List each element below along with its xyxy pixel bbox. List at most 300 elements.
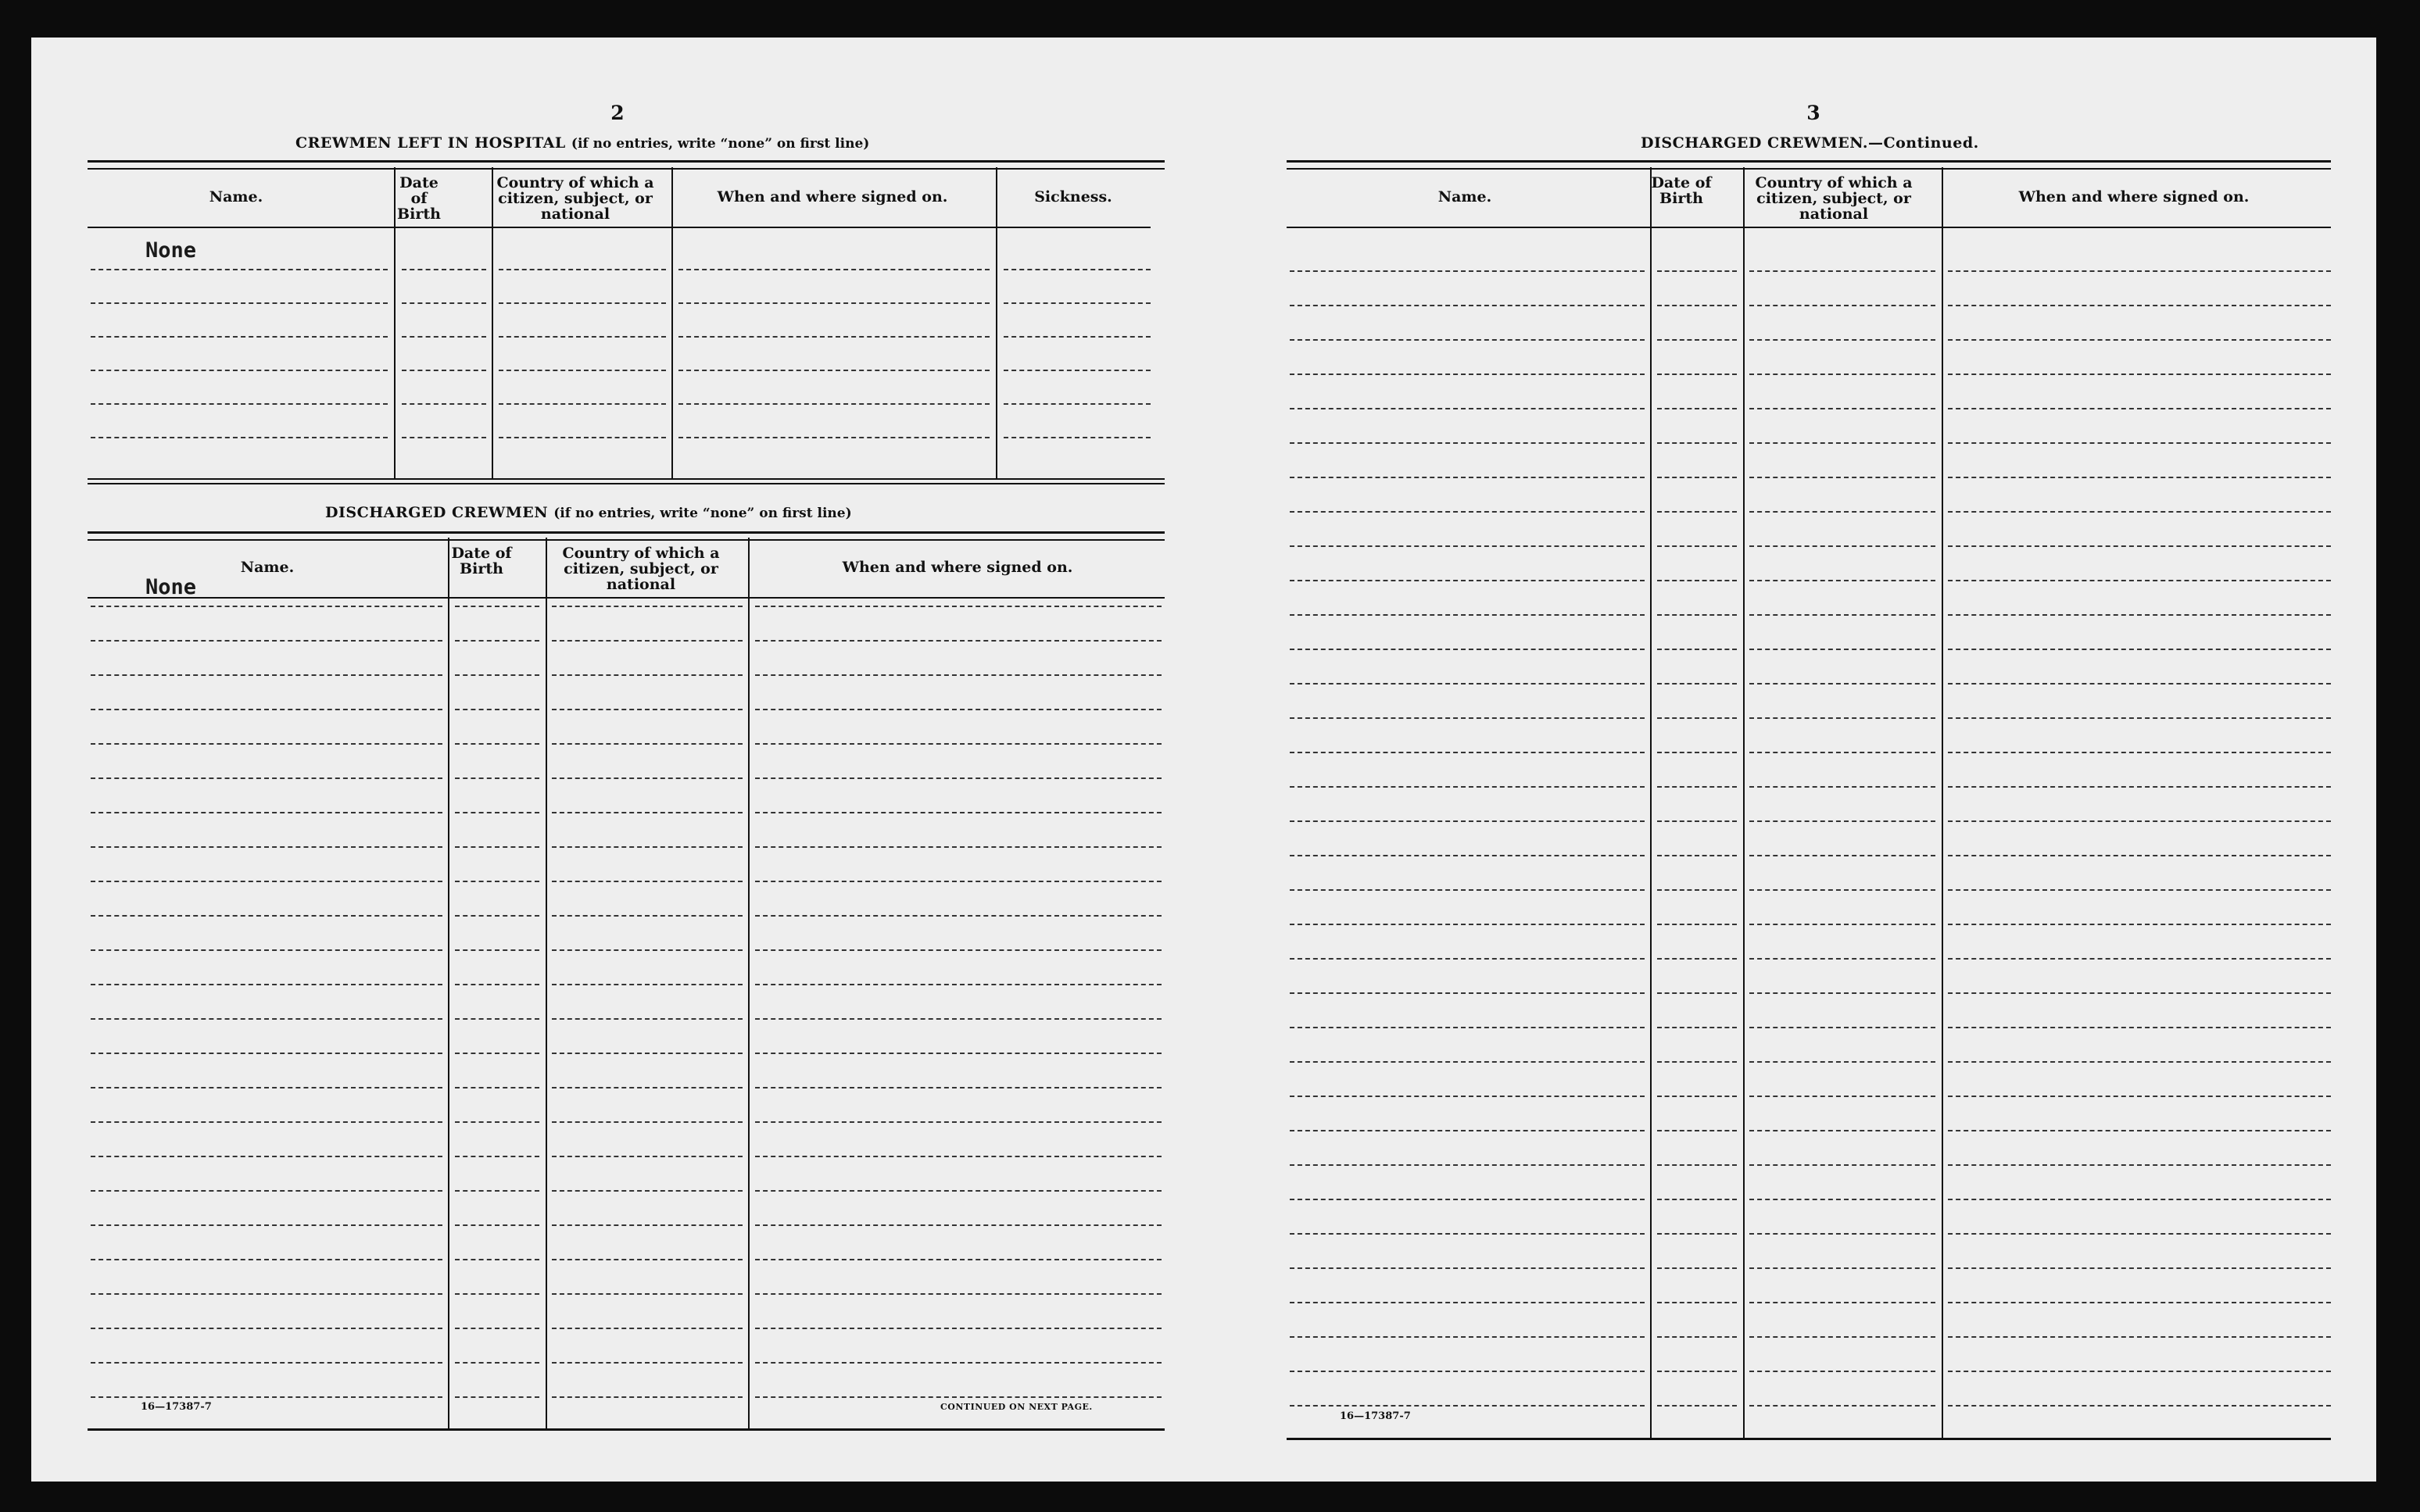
entry-line <box>91 1087 442 1088</box>
entry-line <box>1749 1130 1935 1131</box>
entry-line <box>402 403 486 405</box>
entry-line <box>91 1190 442 1192</box>
entry-line <box>1948 1164 2331 1166</box>
discharged-title-note: (if no entries, write “none” on first line) <box>553 506 852 521</box>
entry-line <box>1948 683 2331 685</box>
entry-line <box>1657 305 1737 306</box>
entry-line <box>1749 992 1935 994</box>
discharged-divider <box>748 538 750 1430</box>
entry-line <box>1948 649 2331 650</box>
entry-line <box>1657 339 1737 341</box>
entry-line <box>1657 889 1737 891</box>
entry-line <box>755 1156 1162 1157</box>
entry-line <box>91 915 442 917</box>
right-col-name: Name. <box>1437 188 1492 206</box>
entry-line <box>1749 1027 1935 1028</box>
entry-line <box>91 1362 442 1364</box>
entry-line <box>91 1121 442 1123</box>
entry-line <box>91 1293 442 1295</box>
entry-line <box>755 915 1162 917</box>
entry-line <box>1948 1233 2331 1235</box>
entry-line <box>455 1259 539 1260</box>
entry-line <box>455 984 539 985</box>
entry-line <box>552 1053 743 1054</box>
entry-line <box>552 1121 743 1123</box>
entry-line <box>552 674 743 676</box>
entry-line <box>455 1362 539 1364</box>
entry-line <box>91 984 442 985</box>
discharged-col-signed-on: When and where signed on. <box>842 559 1073 576</box>
right-col-signed-on: When and where signed on. <box>2018 188 2250 206</box>
entry-line <box>1948 339 2331 341</box>
entry-line <box>455 1224 539 1226</box>
entry-line <box>499 437 666 438</box>
right-page <box>1243 38 2376 1482</box>
entry-line <box>755 846 1162 848</box>
entry-line <box>1948 442 2331 444</box>
discharged-col-dob: Date of Birth <box>451 545 512 577</box>
hospital-col-dob: Date of Birth <box>397 174 441 223</box>
entry-line <box>1657 1199 1737 1200</box>
hospital-title-text: CREWMEN LEFT IN HOSPITAL <box>295 134 566 152</box>
entry-line <box>1657 1405 1737 1407</box>
entry-line <box>678 269 990 270</box>
entry-line <box>1657 958 1737 960</box>
entry-line <box>1948 786 2331 788</box>
entry-line <box>1749 1096 1935 1097</box>
entry-line <box>455 1396 539 1398</box>
entry-line <box>1657 408 1737 409</box>
hospital-first-entry: None <box>145 238 197 263</box>
entry-line <box>455 743 539 745</box>
entry-line <box>455 1053 539 1054</box>
entry-line <box>455 812 539 813</box>
right-divider <box>1942 167 1943 1438</box>
entry-line <box>1004 437 1151 438</box>
entry-line <box>1749 1061 1935 1063</box>
entry-line <box>1948 1027 2331 1028</box>
entry-line <box>1948 1405 2331 1407</box>
entry-line <box>455 915 539 917</box>
discharged-col-name: Name. <box>240 559 295 576</box>
entry-line <box>1290 786 1645 788</box>
entry-line <box>1948 545 2331 547</box>
entry-line <box>1657 545 1737 547</box>
entry-line <box>755 640 1162 642</box>
entry-line <box>91 1396 442 1398</box>
right-header-rule <box>1287 227 2331 228</box>
entry-line <box>1948 820 2331 822</box>
entry-line <box>1290 889 1645 891</box>
entry-line <box>1948 717 2331 719</box>
discharged-header-rule <box>88 597 1165 599</box>
entry-line <box>1657 786 1737 788</box>
entry-line <box>755 1087 1162 1088</box>
entry-line <box>552 1224 743 1226</box>
entry-line <box>402 269 486 270</box>
entry-line <box>1749 924 1935 925</box>
entry-line <box>1657 1371 1737 1372</box>
entry-line <box>91 777 442 779</box>
entry-line <box>455 1328 539 1329</box>
entry-line <box>1290 958 1645 960</box>
entry-line <box>1290 511 1645 513</box>
entry-line <box>1948 374 2331 375</box>
entry-line <box>1657 1233 1737 1235</box>
entry-line <box>1290 649 1645 650</box>
entry-line <box>91 370 388 371</box>
entry-line <box>552 915 743 917</box>
right-bottom-rule <box>1287 1438 2331 1440</box>
entry-line <box>552 846 743 848</box>
hospital-col-sickness: Sickness. <box>1034 188 1112 206</box>
entry-line <box>1657 1096 1737 1097</box>
hospital-col-country: Country of which a citizen, subject, or national <box>496 174 654 223</box>
entry-line <box>755 1224 1162 1226</box>
entry-line <box>455 949 539 951</box>
entry-line <box>1948 580 2331 581</box>
entry-line <box>91 403 388 405</box>
entry-line <box>552 606 743 607</box>
entry-line <box>552 1259 743 1260</box>
entry-line <box>1290 442 1645 444</box>
entry-line <box>552 881 743 882</box>
entry-line <box>1948 889 2331 891</box>
entry-line <box>755 1328 1162 1329</box>
entry-line <box>1948 1096 2331 1097</box>
entry-line <box>1290 408 1645 409</box>
entry-line <box>1290 1302 1645 1303</box>
entry-line <box>755 1053 1162 1054</box>
entry-line <box>1749 1233 1935 1235</box>
entry-line <box>552 777 743 779</box>
entry-line <box>1749 889 1935 891</box>
entry-line <box>1749 545 1935 547</box>
discharged-col-country: Country of which a citizen, subject, or national <box>562 545 720 593</box>
entry-line <box>1657 992 1737 994</box>
entry-line <box>455 1156 539 1157</box>
hospital-header-rule <box>88 227 1151 228</box>
entry-line <box>755 1190 1162 1192</box>
entry-line <box>91 881 442 882</box>
entry-line <box>1948 270 2331 272</box>
entry-line <box>91 336 388 338</box>
entry-line <box>552 1362 743 1364</box>
entry-line <box>1749 855 1935 856</box>
entry-line <box>1948 958 2331 960</box>
entry-line <box>91 949 442 951</box>
entry-line <box>755 1396 1162 1398</box>
entry-line <box>1749 374 1935 375</box>
entry-line <box>1948 992 2331 994</box>
entry-line <box>755 606 1162 607</box>
entry-line <box>1948 1130 2331 1131</box>
entry-line <box>1749 614 1935 616</box>
hospital-divider <box>492 167 493 478</box>
entry-line <box>499 269 666 270</box>
entry-line <box>455 709 539 710</box>
entry-line <box>1290 752 1645 753</box>
entry-line <box>1290 374 1645 375</box>
entry-line <box>1657 649 1737 650</box>
entry-line <box>1749 511 1935 513</box>
discharged-divider <box>546 538 547 1430</box>
entry-line <box>755 1362 1162 1364</box>
entry-line <box>1290 1061 1645 1063</box>
entry-line <box>552 1396 743 1398</box>
entry-line <box>1749 1267 1935 1269</box>
right-divider <box>1743 167 1745 1438</box>
entry-line <box>1657 1336 1737 1338</box>
entry-line <box>552 1018 743 1020</box>
entry-line <box>1290 339 1645 341</box>
discharged-first-entry: None <box>145 575 197 599</box>
entry-line <box>1290 717 1645 719</box>
hospital-col-signed-on: When and where signed on. <box>717 188 948 206</box>
entry-line <box>1948 1061 2331 1063</box>
entry-line <box>1749 786 1935 788</box>
entry-line <box>1290 992 1645 994</box>
entry-line <box>1749 752 1935 753</box>
entry-line <box>1290 683 1645 685</box>
entry-line <box>1749 717 1935 719</box>
entry-line <box>1948 477 2331 478</box>
entry-line <box>1948 924 2331 925</box>
entry-line <box>1004 370 1151 371</box>
entry-line <box>1749 820 1935 822</box>
page-number: 3 <box>1806 102 1820 124</box>
entry-line <box>1657 477 1737 478</box>
entry-line <box>1657 1130 1737 1131</box>
entry-line <box>1657 511 1737 513</box>
entry-line <box>91 674 442 676</box>
entry-line <box>1749 442 1935 444</box>
entry-line <box>552 949 743 951</box>
entry-line <box>1657 855 1737 856</box>
entry-line <box>499 370 666 371</box>
entry-line <box>678 336 990 338</box>
entry-line <box>1290 1096 1645 1097</box>
entry-line <box>1657 270 1737 272</box>
entry-line <box>455 1087 539 1088</box>
right-col-dob: Date of Birth <box>1651 174 1712 207</box>
entry-line <box>755 949 1162 951</box>
entry-line <box>1290 1233 1645 1235</box>
entry-line <box>1657 1267 1737 1269</box>
entry-line <box>455 674 539 676</box>
entry-line <box>1749 683 1935 685</box>
entry-line <box>91 302 388 304</box>
hospital-col-name: Name. <box>209 188 263 206</box>
entry-line <box>1290 270 1645 272</box>
entry-line <box>552 1293 743 1295</box>
hospital-bottom-rule <box>88 478 1165 484</box>
entry-line <box>499 336 666 338</box>
entry-line <box>1290 1027 1645 1028</box>
entry-line <box>91 606 442 607</box>
entry-line <box>1948 408 2331 409</box>
entry-line <box>1948 1302 2331 1303</box>
page-number: 2 <box>610 102 625 124</box>
continued-note: CONTINUED ON NEXT PAGE. <box>940 1402 1093 1412</box>
right-section-title: DISCHARGED CREWMEN.—Continued. <box>1641 134 1979 152</box>
entry-line <box>455 1121 539 1123</box>
entry-line <box>1657 374 1737 375</box>
entry-line <box>1749 1405 1935 1407</box>
entry-line <box>1004 302 1151 304</box>
entry-line <box>455 640 539 642</box>
entry-line <box>755 777 1162 779</box>
entry-line <box>678 370 990 371</box>
hospital-top-rule <box>88 160 1165 170</box>
entry-line <box>1657 752 1737 753</box>
entry-line <box>1290 305 1645 306</box>
entry-line <box>91 709 442 710</box>
entry-line <box>1290 924 1645 925</box>
entry-line <box>1948 1336 2331 1338</box>
entry-line <box>552 1190 743 1192</box>
entry-line <box>755 984 1162 985</box>
entry-line <box>1749 958 1935 960</box>
entry-line <box>1004 269 1151 270</box>
entry-line <box>1290 1336 1645 1338</box>
entry-line <box>1749 339 1935 341</box>
entry-line <box>499 302 666 304</box>
entry-line <box>1749 305 1935 306</box>
entry-line <box>1749 408 1935 409</box>
entry-line <box>755 709 1162 710</box>
entry-line <box>755 881 1162 882</box>
right-col-country: Country of which a citizen, subject, or national <box>1755 174 1913 223</box>
entry-line <box>1290 614 1645 616</box>
entry-line <box>455 881 539 882</box>
entry-line <box>91 743 442 745</box>
entry-line <box>1749 1371 1935 1372</box>
entry-line <box>1948 305 2331 306</box>
entry-line <box>91 1224 442 1226</box>
entry-line <box>1657 1061 1737 1063</box>
entry-line <box>91 812 442 813</box>
entry-line <box>1290 1130 1645 1131</box>
entry-line <box>1657 442 1737 444</box>
right-top-rule <box>1287 160 2331 170</box>
entry-line <box>1657 580 1737 581</box>
entry-line <box>1948 1199 2331 1200</box>
entry-line <box>755 1259 1162 1260</box>
entry-line <box>1657 820 1737 822</box>
entry-line <box>402 437 486 438</box>
entry-line <box>552 1156 743 1157</box>
hospital-section-title <box>295 134 869 152</box>
entry-line <box>552 743 743 745</box>
entry-line <box>1657 683 1737 685</box>
entry-line <box>755 1121 1162 1123</box>
entry-line <box>755 812 1162 813</box>
entry-line <box>1004 403 1151 405</box>
entry-line <box>552 1328 743 1329</box>
entry-line <box>1749 1302 1935 1303</box>
entry-line <box>1948 855 2331 856</box>
entry-line <box>552 812 743 813</box>
entry-line <box>1749 580 1935 581</box>
entry-line <box>402 336 486 338</box>
hospital-divider <box>996 167 997 478</box>
entry-line <box>91 640 442 642</box>
entry-line <box>1749 1164 1935 1166</box>
discharged-bottom-rule <box>88 1428 1165 1431</box>
document-sheet <box>31 38 2376 1482</box>
entry-line <box>91 1053 442 1054</box>
entry-line <box>91 1156 442 1157</box>
entry-line <box>402 370 486 371</box>
entry-line <box>455 1190 539 1192</box>
entry-line <box>1290 477 1645 478</box>
entry-line <box>552 1087 743 1088</box>
entry-line <box>1749 270 1935 272</box>
entry-line <box>91 1259 442 1260</box>
discharged-divider <box>448 538 449 1430</box>
entry-line <box>552 709 743 710</box>
entry-line <box>1290 1371 1645 1372</box>
entry-line <box>755 674 1162 676</box>
entry-line <box>91 1328 442 1329</box>
entry-line <box>678 437 990 438</box>
entry-line <box>1657 614 1737 616</box>
entry-line <box>755 743 1162 745</box>
entry-line <box>552 984 743 985</box>
entry-line <box>1948 1267 2331 1269</box>
entry-line <box>755 1018 1162 1020</box>
entry-line <box>455 606 539 607</box>
entry-line <box>1290 855 1645 856</box>
entry-line <box>1749 477 1935 478</box>
discharged-title-text: DISCHARGED CREWMEN <box>325 504 549 521</box>
form-number: 16—17387-7 <box>141 1401 212 1413</box>
hospital-title-note: (if no entries, write “none” on first line) <box>571 136 870 152</box>
entry-line <box>91 846 442 848</box>
entry-line <box>1657 1164 1737 1166</box>
entry-line <box>91 1018 442 1020</box>
entry-line <box>678 302 990 304</box>
entry-line <box>455 1293 539 1295</box>
right-divider <box>1650 167 1652 1438</box>
entry-line <box>678 403 990 405</box>
entry-line <box>455 1018 539 1020</box>
entry-line <box>402 302 486 304</box>
left-page <box>31 38 1204 1482</box>
entry-line <box>1749 1336 1935 1338</box>
entry-line <box>91 437 388 438</box>
entry-line <box>1657 717 1737 719</box>
entry-line <box>1948 511 2331 513</box>
entry-line <box>1657 1302 1737 1303</box>
entry-line <box>1948 752 2331 753</box>
entry-line <box>1290 1267 1645 1269</box>
entry-line <box>455 777 539 779</box>
entry-line <box>1290 1199 1645 1200</box>
entry-line <box>552 640 743 642</box>
entry-line <box>455 846 539 848</box>
discharged-top-rule <box>88 531 1165 541</box>
entry-line <box>1290 580 1645 581</box>
entry-line <box>1749 649 1935 650</box>
entry-line <box>1657 924 1737 925</box>
hospital-divider <box>671 167 673 478</box>
entry-line <box>1657 1027 1737 1028</box>
entry-line <box>499 403 666 405</box>
entry-line <box>1290 1405 1645 1407</box>
hospital-divider <box>394 167 396 478</box>
